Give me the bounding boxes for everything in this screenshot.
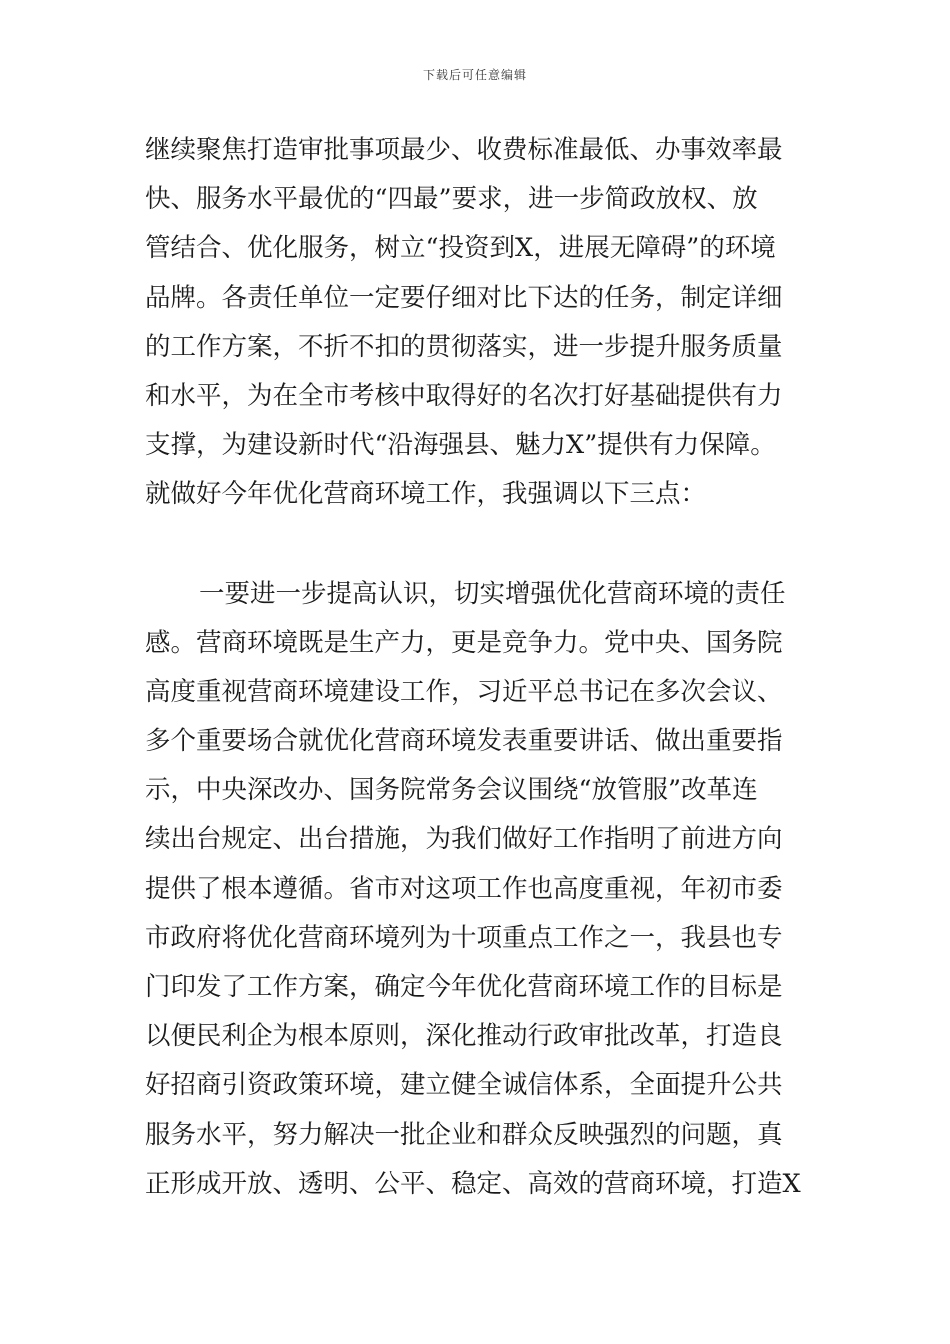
text-line: 感。营商环境既是生产力，更是竞争力。党中央、国务院	[145, 627, 783, 658]
text-line: 门印发了工作方案，确定今年优化营商环境工作的目标是	[145, 972, 783, 1002]
paragraph-1	[145, 126, 815, 520]
text-line: 以便民利企为根本原则，深化推动行政审批改革，打造良	[145, 1021, 783, 1052]
paragraph-spacer	[145, 520, 815, 570]
text-line: 市政府将优化营商环境列为十项重点工作之一，我县也专	[145, 922, 783, 953]
text-line: 管结合、优化服务，树立“投资到X，进展无障碍”的环境	[145, 233, 776, 264]
document-body	[145, 126, 815, 1209]
text-line: 续出台规定、出台措施，为我们做好工作指明了前进方向	[145, 824, 783, 855]
text-line: 继续聚焦打造审批事项最少、收费标准最低、办事效率最	[145, 135, 783, 165]
header-note: 下载后可任意编辑	[422, 68, 527, 82]
text-line: 就做好今年优化营商环境工作，我强调以下三点：	[145, 479, 707, 510]
text-line: 和水平，为在全市考核中取得好的名次打好基础提供有力	[145, 380, 783, 411]
text-line: 示，中央深改办、国务院常务会议围绕“放管服”改革连	[145, 775, 758, 806]
text-line: 快、服务水平最优的“四最”要求，进一步简政放权、放	[145, 184, 758, 215]
text-line: 一要进一步提高认识，切实增强优化营商环境的责任	[199, 578, 786, 609]
text-line: 品牌。各责任单位一定要仔细对比下达的任务，制定详细	[145, 282, 783, 313]
text-line: 支撑，为建设新时代“沿海强县、魅力X”提供有力保障。	[145, 430, 776, 461]
text-line: 多个重要场合就优化营商环境发表重要讲话、做出重要指	[145, 726, 783, 757]
text-line: 提供了根本遵循。省市对这项工作也高度重视，年初市委	[145, 873, 783, 904]
text-line: 服务水平，努力解决一批企业和群众反映强烈的问题，真	[145, 1119, 783, 1150]
text-line: 正形成开放、透明、公平、稳定、高效的营商环境，打造X	[145, 1168, 801, 1199]
paragraph-2	[145, 570, 815, 1209]
text-line: 好招商引资政策环境，建立健全诚信体系，全面提升公共	[145, 1070, 783, 1101]
text-line: 高度重视营商环境建设工作，习近平总书记在多次会议、	[145, 676, 783, 707]
text-line: 的工作方案，不折不扣的贯彻落实，进一步提升服务质量	[145, 331, 783, 362]
